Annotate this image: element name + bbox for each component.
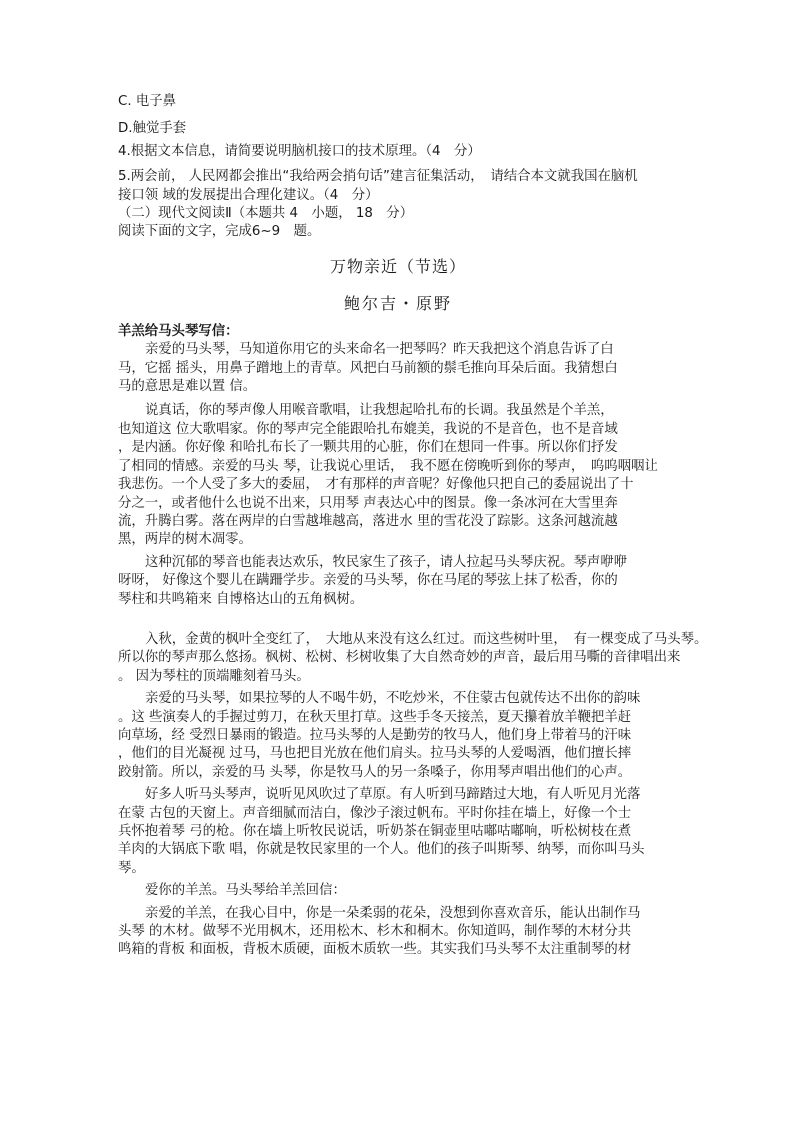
- text-line: 兵怀抱着琴 弓的枪。你在墙上听牧民说话，听奶茶在铜壶里咕嘟咕嘟响，听松树枝在煮: [118, 824, 632, 839]
- paragraph-4: [118, 631, 708, 686]
- paragraph-1: [118, 341, 678, 396]
- text-line: 跤射箭。所以，亲爱的马 头琴，你是牧马人的另一条嗓子，你用琴声唱出他们的心声。: [118, 764, 632, 780]
- text-line: 向草场，经 受烈日暴雨的锻造。拉马头琴的人是勤劳的牧马人，他们身上带着马的汗味: [118, 727, 632, 743]
- paragraph-5: [118, 690, 678, 782]
- option-d: D.触觉手套: [118, 121, 187, 137]
- text-line: 流，升腾白雾。落在两岸的白雪越堆越高，落进水 里的雪花没了踪影。这条河越流越: [118, 513, 618, 529]
- text-line: 。 因为琴柱的顶端雕刻着马头。: [118, 668, 310, 684]
- text-line: ，是内涵。你好像 和哈扎布长了一颗共用的心脏，你们在想同一件事。所以你们抒发: [118, 440, 618, 456]
- text-line: 羊肉的大锅底下歌 唱，你就是牧民家里的一个人。他们的孩子叫斯琴、纳琴，而你叫马头: [118, 842, 645, 858]
- text-line: 琴。: [118, 860, 145, 876]
- text-line: 说真话，你的琴声像人用喉音歌唱，让我想起哈扎布的长调。我虽然是个羊羔，: [145, 403, 614, 419]
- letter-heading: 羊羔给马头琴写信：: [118, 323, 239, 339]
- paragraph-6: [118, 786, 678, 878]
- question-4: 4.根据文本信息，请简要说明脑机接口的技术原理。（4 分）: [118, 143, 481, 159]
- text-line: ，他们的目光凝视 过马，马也把目光放在他们肩头。拉马头琴的人爱喝酒，他们擅长摔: [118, 746, 632, 762]
- text-line: 也知道这 位大歌唱家。你的琴声完全能跟哈扎布媲美，我说的不是音色，也不是音域: [118, 421, 618, 437]
- question-5-line1: 5.两会前， 人民网都会推出“我给两会捎句话”建言征集活动， 请结合本文就我国在脑机: [118, 169, 638, 185]
- paragraph-3: [118, 554, 678, 609]
- document-content: [118, 93, 708, 960]
- article-author: 鲍尔吉・原野: [343, 293, 452, 313]
- text-line: 鸣箱的背板 和面板，背板木质硬，面板木质软一些。其实我们马头琴不太注重制琴的材: [118, 942, 632, 958]
- text-line: 分之一，或者他什么也说不出来，只用琴 声表达心中的图景。像一条冰河在大雪里奔: [118, 495, 618, 511]
- paragraph-2: [118, 402, 678, 549]
- text-line: 。这 些演奏人的手握过剪刀，在秋天里打草。这些手冬天接羔，夏天攥着放羊鞭把羊赶: [118, 709, 632, 725]
- text-line: 亲爱的马头琴，马知道你用它的头来命名一把琴吗？昨天我把这个消息告诉了白: [145, 342, 614, 358]
- text-line: 头琴 的木材。做琴不光用枫木，还用松木、杉木和桐木。你知道吗，制作琴的木材分共: [118, 924, 632, 940]
- paragraph-7: [118, 882, 678, 900]
- text-line: 入秋，金黄的枫叶全变红了， 大地从来没有这么红过。而这些树叶里， 有一棵变成了马头琴。: [145, 631, 708, 647]
- text-line: 呀呀， 好像这个婴儿在蹒跚学步。亲爱的马头琴，你在马尾的琴弦上抹了松香，你的: [118, 573, 618, 589]
- text-line: 在蒙 古包的天窗上。声音细腻而洁白，像沙子滚过帆布。平时你挂在墙上，好像一个士: [118, 805, 632, 821]
- text-line: 了相同的情感。亲爱的马头 琴，让我说心里话， 我不愿在傍晚听到你的琴声， 呜呜咽咽让: [118, 458, 658, 474]
- section-2-heading: （二）现代文阅读Ⅱ（本题共 4 小题， 18 分）: [118, 206, 414, 222]
- text-line: 亲爱的羊羔，在我心目中，你是一朵柔弱的花朵，没想到你喜欢音乐，能认出制作马: [145, 905, 641, 921]
- question-5-line2: 接口领 域的发展提出合理化建议。（4 分）: [118, 187, 379, 203]
- text-line: 马的意思是难以置 信。: [118, 379, 257, 395]
- text-line: 好多人听马头琴声，说听见风吹过了草原。有人听到马蹄踏过大地，有人听见月光落: [145, 787, 641, 803]
- text-line: 爱你的羊羔。马头琴给羊羔回信：: [145, 883, 346, 899]
- reading-instruction: 阅读下面的文字，完成6~9 题。: [118, 224, 321, 240]
- paragraph-8: [118, 905, 678, 960]
- text-line: 亲爱的马头琴，如果拉琴的人不喝牛奶，不吃炒米，不住蒙古包就传达不出你的韵味: [145, 691, 641, 707]
- text-line: 黑，两岸的树木凋零。: [118, 532, 252, 548]
- article-title: 万物亲近（节选）: [329, 256, 466, 276]
- text-line: 这种沉郁的琴音也能表达欢乐，牧民家生了孩子，请人拉起马头琴庆祝。琴声咿咿: [145, 554, 628, 570]
- option-c: C. 电子鼻: [118, 94, 177, 109]
- text-line: 马，它摇 摇头，用鼻子蹭地上的青草。风把白马前额的鬃毛推向耳朵后面。我猜想白: [118, 360, 618, 376]
- text-line: 我悲伤。一个人受了多大的委屈， 才有那样的声音呢？好像他只把自己的委屈说出了十: [118, 477, 634, 493]
- text-line: 所以你的琴声那么悠扬。枫树、松树、杉树收集了大自然奇妙的声音，最后用马嘶的音律唱出来: [118, 650, 681, 666]
- text-line: 琴柱和共鸣箱来 自博格达山的五角枫树。: [118, 591, 364, 607]
